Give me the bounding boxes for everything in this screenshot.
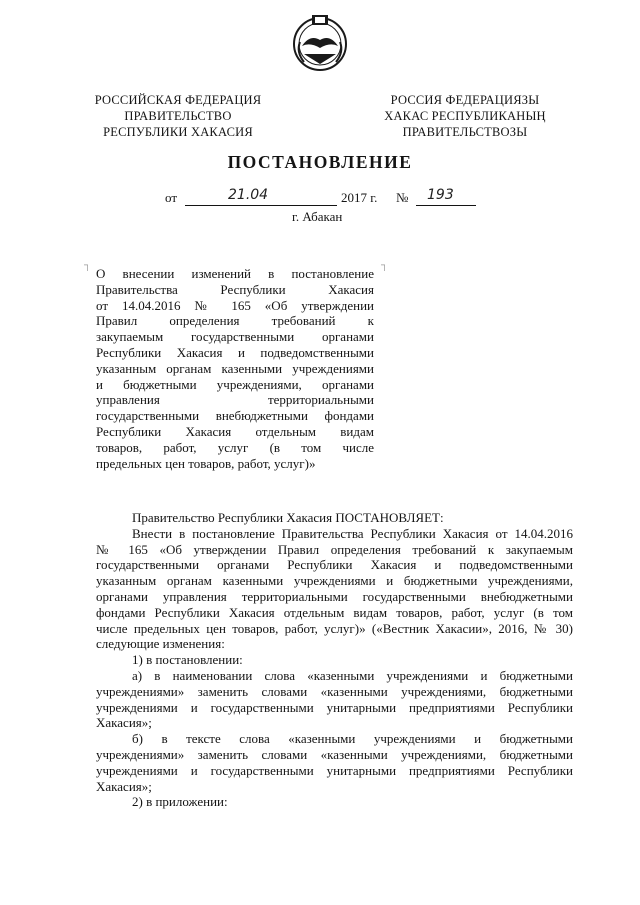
subject-line: Республики Хакасия и подведомственными xyxy=(96,344,374,360)
date-prefix: от xyxy=(165,190,178,205)
subject-line: закупаемым государственными органами xyxy=(96,329,374,345)
body-line: фондами Республики Хакасия отдельным видам товаров, работ, услуг (в том xyxy=(96,604,573,620)
body-line: Хакасия»; xyxy=(96,715,152,731)
header-left-line: РОССИЙСКАЯ ФЕДЕРАЦИЯ xyxy=(94,93,262,107)
body-line: государственными органами Республики Хакасия и подведомственными xyxy=(96,557,573,573)
subject-line: О внесении изменений в постановление xyxy=(96,266,374,281)
body-line: следующие изменения: xyxy=(96,636,225,652)
body-line: а) в наименовании слова «казенными учреждениями и бюджетными xyxy=(132,667,573,683)
corner-mark-left: ┐ xyxy=(84,260,92,271)
coat-of-arms-emblem xyxy=(290,12,350,72)
subject-line: товаров, работ, услуг (в том числе xyxy=(96,439,374,455)
body-line: учреждениями» заменить словами «казенными учреждениями, бюджетными xyxy=(96,683,573,699)
body-line: учреждениями и государственными унитарными предприятиями Республики xyxy=(96,762,573,778)
body-line: Хакасия»; xyxy=(96,778,152,794)
number-underline xyxy=(416,205,476,206)
corner-mark-right: ┐ xyxy=(381,260,389,271)
date-number-line xyxy=(165,187,485,210)
date-underline xyxy=(185,205,337,206)
number-sign: № xyxy=(396,190,409,205)
year-label: 2017 г. xyxy=(341,190,378,205)
body-line: учреждениями» заменить словами «казенными учреждениями, бюджетными xyxy=(96,746,573,762)
body-line: Внести в постановление Правительства Республики Хакасия от 14.04.2016 xyxy=(132,525,573,541)
handwritten-date: 21.04 xyxy=(228,187,269,203)
subject-line: Правил определения требований к xyxy=(96,313,374,329)
header-left-line: ПРАВИТЕЛЬСТВО xyxy=(124,109,232,123)
body-line: б) в тексте слова «казенными учреждениями и бюджетными xyxy=(132,731,573,747)
handwritten-number: 193 xyxy=(427,187,454,203)
subject-line: предельных цен товаров, работ, услуг)» xyxy=(96,455,316,471)
subject-block xyxy=(96,266,374,471)
subject-line: и бюджетными учреждениями, органами xyxy=(96,376,374,392)
header-right-block xyxy=(370,92,560,140)
body-line: указанным органам казенными учреждениями и бюджетными учреждениями, xyxy=(96,573,573,589)
body-line: Правительство Республики Хакасия ПОСТАНОВЛЯЕТ: xyxy=(132,510,444,525)
subject-line: от 14.04.2016 № 165 «Об утверждении xyxy=(96,297,374,313)
subject-line: Правительства Республики Хакасия xyxy=(96,281,374,297)
header-left-line: РЕСПУБЛИКИ ХАКАСИЯ xyxy=(103,125,253,139)
subject-line: Республики Хакасия отдельным видам xyxy=(96,423,374,439)
header-right-line: ХАКАС РЕСПУБЛИКАНЫҢ xyxy=(384,109,546,123)
document-title: ПОСТАНОВЛЕНИЕ xyxy=(227,152,413,172)
body-line: органами управления территориальными государственными внебюджетными xyxy=(96,588,573,604)
body-text-block xyxy=(96,510,573,810)
body-line: 1) в постановлении: xyxy=(132,652,243,668)
body-line: № 165 «Об утверждении Правил определения требований к закупаемым xyxy=(96,541,573,557)
subject-line: указанным органам казенными учреждениями xyxy=(96,360,374,376)
header-right-line: ПРАВИТЕЛЬСТВОЗЫ xyxy=(402,125,528,139)
header-right-line: РОССИЯ ФЕДЕРАЦИЯЗЫ xyxy=(390,93,540,107)
subject-line: государственными внебюджетными фондами xyxy=(96,408,374,424)
body-line: учреждениями и государственными унитарными предприятиями Республики xyxy=(96,699,573,715)
body-line: числе предельных цен товаров, работ, услуг)» («Вестник Хакасии», 2016, № 30) xyxy=(96,620,573,636)
city-label: г. Абакан xyxy=(292,209,343,224)
body-line: 2) в приложении: xyxy=(132,794,228,810)
subject-line: управления территориальными xyxy=(96,392,374,408)
header-left-block xyxy=(78,92,278,140)
